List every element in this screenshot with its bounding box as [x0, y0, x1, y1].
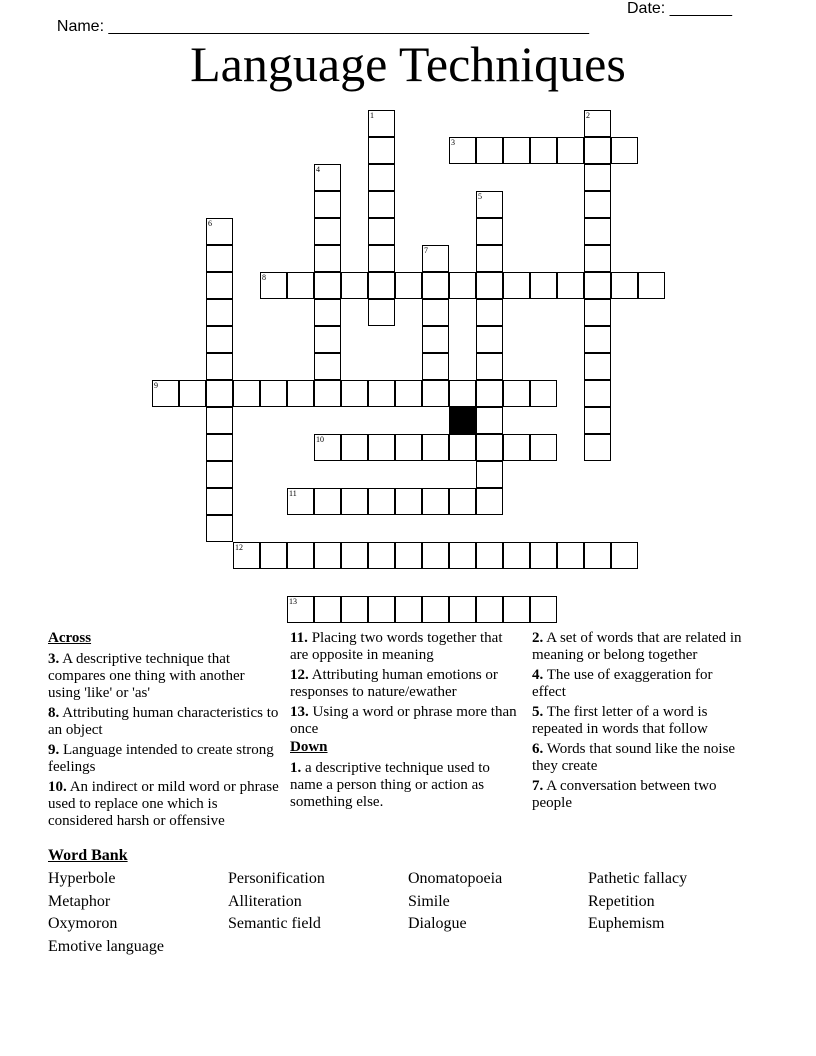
grid-cell[interactable] [503, 434, 530, 461]
grid-cell[interactable] [368, 110, 395, 137]
grid-cell[interactable] [341, 542, 368, 569]
clue-across-9: 9. Language intended to create strong feelings [48, 742, 274, 775]
grid-cell[interactable] [476, 272, 503, 299]
clue-across-11: 11. Placing two words together that are opposite in meaning [290, 630, 503, 663]
grid-cell[interactable] [422, 542, 449, 569]
grid-cell[interactable] [206, 245, 233, 272]
grid-cell[interactable] [476, 407, 503, 434]
grid-cell[interactable] [395, 488, 422, 515]
clue-down-5: 5. The first letter of a word is repeated in words that follow [532, 704, 708, 737]
grid-cell[interactable] [233, 380, 260, 407]
grid-cell[interactable] [287, 380, 314, 407]
grid-cell[interactable] [368, 596, 395, 623]
grid-cell[interactable] [206, 353, 233, 380]
date-field-label[interactable]: Date: _______ [627, 0, 732, 17]
grid-cell[interactable] [476, 596, 503, 623]
clue-number: 2 [586, 111, 590, 120]
grid-cell[interactable] [206, 434, 233, 461]
grid-cell[interactable] [584, 380, 611, 407]
grid-cell[interactable] [287, 272, 314, 299]
grid-cell[interactable] [206, 488, 233, 515]
word-bank-heading: Word Bank [48, 847, 128, 864]
grid-cell[interactable] [422, 434, 449, 461]
grid-cell[interactable] [206, 272, 233, 299]
grid-cell[interactable] [152, 380, 179, 407]
down-heading: Down [290, 739, 328, 755]
word-bank-item: Hyperbole [48, 870, 116, 887]
grid-cell[interactable] [368, 191, 395, 218]
grid-cell[interactable] [503, 380, 530, 407]
grid-cell[interactable] [530, 542, 557, 569]
grid-cell[interactable] [314, 596, 341, 623]
grid-cell[interactable] [314, 434, 341, 461]
clue-across-8: 8. Attributing human characteristics to an object [48, 705, 279, 738]
grid-cell[interactable] [422, 488, 449, 515]
grid-cell[interactable] [584, 542, 611, 569]
grid-cell[interactable] [260, 380, 287, 407]
grid-cell[interactable] [314, 245, 341, 272]
grid-cell[interactable] [260, 542, 287, 569]
word-bank-item: Metaphor [48, 892, 111, 910]
grid-cell[interactable] [341, 272, 368, 299]
clue-across-10: 10. An indirect or mild word or phrase used to replace one which is considered harsh or offensive [48, 779, 279, 829]
clue-number: 3 [451, 138, 455, 147]
black-square [449, 407, 476, 434]
grid-cell[interactable] [422, 326, 449, 353]
grid-cell[interactable] [476, 326, 503, 353]
grid-cell[interactable] [422, 353, 449, 380]
clue-down-7: 7. A conversation between two people [532, 778, 717, 811]
clue-down-1: 1. a descriptive technique used to name a person thing or action as something else. [290, 760, 490, 810]
grid-cell[interactable] [503, 137, 530, 164]
grid-cell[interactable] [368, 272, 395, 299]
grid-cell[interactable] [449, 380, 476, 407]
clue-across-3: 3. A descriptive technique that compares one thing with another using 'like' or 'as' [48, 651, 245, 701]
grid-cell[interactable] [476, 353, 503, 380]
grid-cell[interactable] [341, 488, 368, 515]
grid-cell[interactable] [584, 407, 611, 434]
grid-cell[interactable] [341, 596, 368, 623]
grid-cell[interactable] [341, 434, 368, 461]
grid-cell[interactable] [611, 272, 638, 299]
grid-cell[interactable] [314, 488, 341, 515]
grid-cell[interactable] [395, 380, 422, 407]
grid-cell[interactable] [584, 326, 611, 353]
grid-cell[interactable] [233, 542, 260, 569]
clue-number: 9 [154, 381, 158, 390]
word-bank-item: Personification [228, 870, 325, 887]
grid-cell[interactable] [476, 137, 503, 164]
grid-cell[interactable] [476, 191, 503, 218]
word-bank-list [48, 868, 768, 958]
grid-cell[interactable] [584, 299, 611, 326]
clues-column-1 [48, 630, 280, 833]
grid-cell[interactable] [314, 353, 341, 380]
grid-cell[interactable] [476, 218, 503, 245]
grid-cell[interactable] [314, 164, 341, 191]
grid-cell[interactable] [368, 380, 395, 407]
word-bank-item: Pathetic fallacy [588, 870, 688, 887]
grid-cell[interactable] [422, 380, 449, 407]
grid-cell[interactable] [368, 434, 395, 461]
grid-cell[interactable] [530, 137, 557, 164]
name-field-label[interactable]: Name: ______________________________________________________ [56, 18, 589, 35]
grid-cell[interactable] [206, 326, 233, 353]
grid-cell[interactable] [530, 380, 557, 407]
grid-cell[interactable] [449, 137, 476, 164]
grid-cell[interactable] [422, 596, 449, 623]
word-bank [48, 846, 768, 958]
grid-cell[interactable] [584, 137, 611, 164]
word-bank-item: Emotive language [48, 937, 164, 955]
grid-cell[interactable] [314, 326, 341, 353]
grid-cell[interactable] [611, 542, 638, 569]
clue-number: 10 [316, 435, 324, 444]
grid-cell[interactable] [557, 272, 584, 299]
grid-cell[interactable] [449, 542, 476, 569]
across-heading: Across [48, 630, 92, 646]
clue-number: 6 [208, 219, 212, 228]
word-bank-item: Simile [408, 892, 450, 910]
grid-cell[interactable] [584, 110, 611, 137]
word-bank-item: Euphemism [588, 915, 665, 932]
grid-cell[interactable] [530, 272, 557, 299]
grid-cell[interactable] [476, 488, 503, 515]
grid-cell[interactable] [395, 596, 422, 623]
grid-cell[interactable] [530, 434, 557, 461]
grid-cell[interactable] [287, 488, 314, 515]
clue-number: 4 [316, 165, 320, 174]
grid-cell[interactable] [206, 299, 233, 326]
grid-cell[interactable] [449, 434, 476, 461]
grid-cell[interactable] [179, 380, 206, 407]
grid-cell[interactable] [314, 191, 341, 218]
grid-cell[interactable] [584, 434, 611, 461]
word-bank-item: Semantic field [228, 915, 321, 932]
grid-cell[interactable] [557, 137, 584, 164]
clue-number: 12 [235, 543, 243, 552]
grid-cell[interactable] [395, 272, 422, 299]
grid-cell[interactable] [503, 542, 530, 569]
grid-cell[interactable] [368, 245, 395, 272]
clue-across-12: 12. Attributing human emotions or responses to nature/ewather [290, 667, 498, 700]
grid-cell[interactable] [368, 542, 395, 569]
grid-cell[interactable] [206, 461, 233, 488]
grid-cell[interactable] [368, 488, 395, 515]
grid-cell[interactable] [422, 245, 449, 272]
grid-cell[interactable] [314, 272, 341, 299]
grid-cell[interactable] [287, 596, 314, 623]
grid-cell[interactable] [584, 353, 611, 380]
clue-across-13: 13. Using a word or phrase more than once [290, 704, 517, 737]
grid-cell[interactable] [314, 542, 341, 569]
word-bank-item: Dialogue [408, 915, 467, 932]
grid-cell[interactable] [314, 380, 341, 407]
grid-cell[interactable] [557, 542, 584, 569]
grid-cell[interactable] [422, 272, 449, 299]
grid-cell[interactable] [503, 272, 530, 299]
grid-cell[interactable] [584, 245, 611, 272]
grid-cell[interactable] [368, 299, 395, 326]
grid-cell[interactable] [368, 164, 395, 191]
header [48, 0, 748, 35]
clue-number: 13 [289, 597, 297, 606]
grid-cell[interactable] [368, 137, 395, 164]
word-bank-item: Alliteration [228, 892, 302, 910]
grid-cell[interactable] [638, 272, 665, 299]
word-bank-item: Oxymoron [48, 915, 118, 932]
grid-cell[interactable] [611, 137, 638, 164]
grid-cell[interactable] [476, 434, 503, 461]
grid-cell[interactable] [584, 272, 611, 299]
grid-cell[interactable] [476, 461, 503, 488]
page-title: Language Techniques [190, 36, 626, 92]
grid-cell[interactable] [395, 434, 422, 461]
grid-cell[interactable] [584, 164, 611, 191]
grid-cell[interactable] [476, 245, 503, 272]
grid-cell[interactable] [449, 488, 476, 515]
grid-cell[interactable] [476, 299, 503, 326]
grid-cell[interactable] [206, 218, 233, 245]
clue-number: 7 [424, 246, 428, 255]
grid-cell[interactable] [395, 542, 422, 569]
clue-down-4: 4. The use of exaggeration for effect [532, 667, 713, 700]
grid-cell[interactable] [584, 191, 611, 218]
clue-down-6: 6. Words that sound like the noise they create [532, 741, 736, 774]
word-bank-item: Repetition [588, 892, 655, 910]
grid-cell[interactable] [314, 218, 341, 245]
grid-cell[interactable] [422, 299, 449, 326]
grid-cell[interactable] [206, 380, 233, 407]
grid-cell[interactable] [287, 542, 314, 569]
word-bank-item: Onomatopoeia [408, 870, 503, 887]
grid-cell[interactable] [449, 272, 476, 299]
grid-cell[interactable] [260, 272, 287, 299]
grid-cell[interactable] [206, 407, 233, 434]
clues-column-2 [290, 630, 522, 814]
clue-number: 5 [478, 192, 482, 201]
clues-column-3 [532, 630, 748, 815]
clue-number: 11 [289, 489, 297, 498]
grid-cell[interactable] [206, 515, 233, 542]
grid-cell[interactable] [314, 299, 341, 326]
grid-cell[interactable] [476, 542, 503, 569]
clue-number: 8 [262, 273, 266, 282]
grid-cell[interactable] [449, 596, 476, 623]
grid-cell[interactable] [476, 380, 503, 407]
grid-cell[interactable] [341, 380, 368, 407]
clue-down-2: 2. A set of words that are related in meaning or belong together [532, 630, 742, 663]
grid-cell[interactable] [503, 596, 530, 623]
grid-cell[interactable] [530, 596, 557, 623]
grid-cell[interactable] [368, 218, 395, 245]
grid-cell[interactable] [584, 218, 611, 245]
clue-number: 1 [370, 111, 374, 120]
